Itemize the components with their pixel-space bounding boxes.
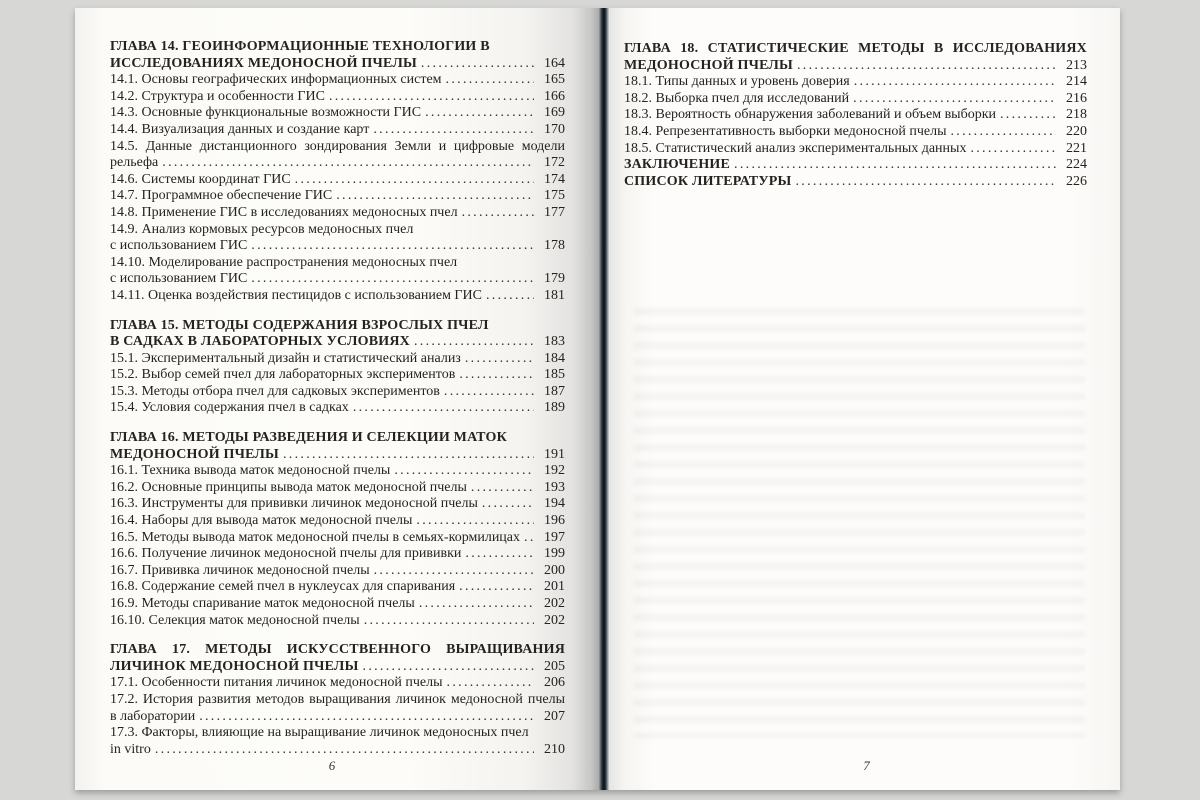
toc-page-number: 202 (544, 612, 565, 628)
toc-dot-leader (162, 155, 534, 172)
toc-dot-leader (444, 384, 534, 401)
toc-dot-leader (446, 72, 534, 89)
toc-line (110, 318, 565, 335)
toc-line (110, 579, 565, 596)
toc-dot-leader (465, 351, 534, 368)
toc-line-text: 14.9. Анализ кормовых ресурсов медоносных пчел (110, 221, 414, 237)
toc-page-number: 165 (544, 72, 565, 88)
toc-line-text: 18.2. Выборка пчел для исследований (624, 90, 850, 106)
toc-line (110, 271, 565, 288)
toc-page-number: 187 (544, 383, 565, 399)
toc-dot-leader (251, 271, 534, 288)
toc-line (110, 642, 565, 659)
toc-dot-leader (251, 238, 534, 255)
toc-page-number: 197 (544, 529, 565, 545)
toc-page-number: 181 (544, 287, 565, 303)
toc-line-text: с использованием ГИС (110, 271, 248, 287)
toc-dot-leader (336, 188, 534, 205)
toc-line-text: 16.9. Методы спаривание маток медоносной пчелы (110, 596, 415, 611)
toc-dot-leader (854, 74, 1056, 91)
toc-dot-leader (471, 480, 534, 497)
toc-line (624, 41, 1087, 58)
toc-page-number: 224 (1066, 157, 1087, 173)
right-page-toc (609, 8, 1120, 790)
left-page-toc (75, 8, 599, 790)
toc-line-text: 14.2. Структура и особенности ГИС (110, 88, 325, 104)
toc-dot-leader (283, 447, 534, 464)
toc-line-text: 14.1. Основы географических информационных систем (110, 72, 442, 88)
toc-line-text: ГЛАВА 16. МЕТОДЫ РАЗВЕДЕНИЯ И СЕЛЕКЦИИ МАТОК (110, 430, 507, 446)
toc-dot-leader (416, 513, 534, 530)
toc-line (110, 596, 565, 613)
toc-line (110, 367, 565, 384)
toc-line (110, 480, 565, 497)
toc-dot-leader (394, 463, 534, 480)
toc-line (110, 255, 565, 272)
toc-line (110, 463, 565, 480)
toc-page-number: 220 (1066, 123, 1087, 139)
toc-page-number: 202 (544, 596, 565, 611)
toc-dot-leader (459, 367, 534, 384)
toc-line (110, 725, 565, 742)
toc-line-text: 14.3. Основные функциональные возможности ГИС (110, 105, 422, 121)
toc-page-number: 192 (544, 463, 565, 479)
toc-page-number: 166 (544, 88, 565, 104)
toc-line (110, 692, 565, 709)
toc-line (624, 141, 1087, 158)
toc-line (110, 139, 565, 156)
toc-line-text: 16.3. Инструменты для прививки личинок медоносной пчелы (110, 496, 478, 512)
toc-page-number: 170 (544, 121, 565, 137)
toc-line (110, 613, 565, 630)
toc-line-text: 17.2. История развития методов выращивания личинок медоносной пчелы (110, 691, 565, 707)
toc-line (110, 39, 565, 56)
toc-page-number: 193 (544, 479, 565, 495)
toc-page-number: 226 (1066, 173, 1087, 189)
toc-line (110, 675, 565, 692)
toc-line-text: in vitro (110, 741, 151, 757)
toc-chapter-block (110, 642, 565, 758)
toc-line-text: МЕДОНОСНОЙ ПЧЕЛЫ (624, 57, 793, 73)
toc-line (110, 659, 565, 676)
toc-line (110, 56, 565, 73)
toc-line-text: с использованием ГИС (110, 238, 248, 254)
toc-line (110, 447, 565, 464)
toc-line (624, 58, 1087, 75)
toc-line-text: 15.4. Условия содержания пчел в садках (110, 400, 349, 416)
right-page-footer-number: 7 (863, 758, 870, 773)
toc-page-number: 200 (544, 562, 565, 578)
toc-dot-leader (374, 563, 534, 580)
toc-line (110, 430, 565, 447)
toc-page-number: 194 (544, 496, 565, 512)
toc-page-number: 210 (544, 741, 565, 757)
toc-line-text: ГЛАВА 17. МЕТОДЫ ИСКУССТВЕННОГО ВЫРАЩИВАНИЯ (110, 642, 565, 658)
right-page (609, 8, 1120, 790)
toc-line-text: 15.1. Экспериментальный дизайн и статистический анализ (110, 350, 461, 366)
toc-line (110, 334, 565, 351)
toc-line-text: 15.2. Выбор семей пчел для лабораторных экспериментов (110, 367, 456, 383)
toc-line-text: 16.4. Наборы для вывода маток медоносной пчелы (110, 513, 413, 529)
toc-line-text: ГЛАВА 14. ГЕОИНФОРМАЦИОННЫЕ ТЕХНОЛОГИИ В (110, 39, 490, 54)
toc-page-number: 196 (544, 513, 565, 529)
toc-line (624, 74, 1087, 91)
toc-line-text: 14.8. Применение ГИС в исследованиях медоносных пчел (110, 204, 458, 220)
toc-page-number: 221 (1066, 140, 1087, 156)
toc-line-text: СПИСОК ЛИТЕРАТУРЫ (624, 173, 792, 189)
toc-dot-leader (447, 675, 534, 692)
toc-page-number: 214 (1066, 74, 1087, 90)
toc-line (624, 157, 1087, 174)
toc-page-number: 169 (544, 105, 565, 121)
toc-page-number: 206 (544, 675, 565, 691)
toc-page-number: 207 (544, 708, 565, 724)
toc-line (624, 124, 1087, 141)
toc-dot-leader (414, 334, 534, 351)
toc-page-number: 201 (544, 579, 565, 595)
left-page (75, 8, 599, 790)
toc-dot-leader (329, 89, 534, 106)
toc-line-text: 16.7. Прививка личинок медоносной пчелы (110, 562, 370, 578)
toc-line-text: 16.1. Техника вывода маток медоносной пчелы (110, 463, 391, 479)
toc-dot-leader (950, 124, 1056, 141)
toc-line-text: 15.3. Методы отбора пчел для садковых экспериментов (110, 383, 440, 399)
toc-dot-leader (524, 530, 534, 547)
toc-line (110, 709, 565, 726)
toc-dot-leader (155, 742, 534, 759)
toc-page-number: 172 (544, 155, 565, 171)
toc-line-text: рельефа (110, 155, 159, 171)
toc-chapter-block (624, 41, 1087, 190)
toc-line (110, 400, 565, 417)
binding-gutter-shadow (599, 8, 609, 790)
toc-line (110, 105, 565, 122)
toc-dot-leader (419, 596, 534, 613)
toc-line (110, 188, 565, 205)
toc-line-text: ЛИЧИНОК МЕДОНОСНОЙ ПЧЕЛЫ (110, 658, 359, 674)
toc-line (110, 351, 565, 368)
toc-dot-leader (734, 157, 1056, 174)
toc-dot-leader (465, 546, 534, 563)
toc-line (110, 222, 565, 239)
toc-line (110, 172, 565, 189)
toc-line (110, 513, 565, 530)
toc-page-number: 164 (544, 55, 565, 71)
toc-page-number: 183 (544, 334, 565, 350)
toc-dot-leader (425, 105, 534, 122)
toc-line (110, 238, 565, 255)
toc-chapter-block (110, 318, 565, 418)
toc-line (110, 496, 565, 513)
toc-line-text: 17.3. Факторы, влияющие на выращивание личинок медоносных пчел (110, 725, 529, 741)
toc-line-text: 14.10. Моделирование распространения медоносных пчел (110, 254, 458, 270)
toc-page-number: 174 (544, 171, 565, 187)
toc-page-number: 185 (544, 367, 565, 383)
toc-line (624, 107, 1087, 124)
toc-line (110, 72, 565, 89)
toc-line-text: МЕДОНОСНОЙ ПЧЕЛЫ (110, 446, 279, 462)
toc-line-text: 14.5. Данные дистанционного зондирования Земли и цифровые модели (110, 138, 565, 154)
toc-line-text: ЗАКЛЮЧЕНИЕ (624, 157, 731, 173)
toc-dot-leader (482, 496, 534, 513)
toc-line (110, 155, 565, 172)
toc-dot-leader (373, 122, 534, 139)
toc-dot-leader (970, 141, 1056, 158)
toc-line (110, 89, 565, 106)
toc-line-text: 16.10. Селекция маток медоносной пчелы (110, 612, 360, 628)
toc-dot-leader (1000, 107, 1056, 124)
toc-chapter-block (110, 39, 565, 305)
toc-line-text: 16.5. Методы вывода маток медоносной пчелы в семьях-кормилицах (110, 529, 521, 545)
toc-dot-leader (199, 709, 534, 726)
toc-line-text: 18.3. Вероятность обнаружения заболеваний и объем выборки (624, 107, 996, 123)
toc-page-number: 178 (544, 238, 565, 254)
toc-line-text: 18.1. Типы данных и уровень доверия (624, 74, 850, 90)
toc-dot-leader (462, 205, 534, 222)
toc-line-text: 14.6. Системы координат ГИС (110, 171, 291, 187)
toc-page-number: 191 (544, 446, 565, 462)
toc-line-text: В САДКАХ В ЛАБОРАТОРНЫХ УСЛОВИЯХ (110, 334, 410, 350)
toc-page-number: 189 (544, 400, 565, 416)
toc-line-text: 17.1. Особенности питания личинок медоносной пчелы (110, 675, 443, 691)
toc-page-number: 179 (544, 271, 565, 287)
book-spread (75, 8, 1120, 790)
toc-page-number: 199 (544, 546, 565, 562)
toc-chapter-block (110, 430, 565, 629)
toc-line (110, 742, 565, 759)
toc-line-text: ГЛАВА 18. СТАТИСТИЧЕСКИЕ МЕТОДЫ В ИССЛЕДОВАНИЯХ (624, 41, 1087, 56)
toc-dot-leader (363, 659, 534, 676)
toc-line-text: 14.4. Визуализация данных и создание карт (110, 121, 370, 137)
toc-dot-leader (486, 288, 534, 305)
toc-line (110, 530, 565, 547)
toc-dot-leader (796, 174, 1057, 191)
toc-line-text: ИССЛЕДОВАНИЯХ МЕДОНОСНОЙ ПЧЕЛЫ (110, 55, 417, 71)
toc-dot-leader (459, 579, 534, 596)
toc-line-text: 16.2. Основные принципы вывода маток медоносной пчелы (110, 479, 467, 495)
toc-dot-leader (421, 56, 534, 73)
toc-dot-leader (853, 91, 1056, 108)
toc-line-text: 14.11. Оценка воздействия пестицидов с использованием ГИС (110, 287, 482, 303)
toc-dot-leader (353, 400, 534, 417)
toc-line (110, 563, 565, 580)
toc-page-number: 216 (1066, 90, 1087, 106)
toc-page-number: 184 (544, 350, 565, 366)
toc-dot-leader (364, 613, 534, 630)
toc-line-text: в лаборатории (110, 708, 196, 724)
toc-line (110, 122, 565, 139)
toc-page-number: 177 (544, 204, 565, 220)
toc-line (110, 546, 565, 563)
left-page-footer-number: 6 (328, 758, 336, 773)
toc-line (110, 384, 565, 401)
toc-line-text: 16.6. Получение личинок медоносной пчелы для прививки (110, 546, 462, 562)
toc-line-text: 18.5. Статистический анализ экспериментальных данных (624, 140, 967, 156)
toc-line (624, 174, 1087, 191)
toc-line (110, 205, 565, 222)
toc-page-number: 218 (1066, 107, 1087, 123)
toc-dot-leader (295, 172, 534, 189)
toc-page-number: 213 (1066, 57, 1087, 73)
toc-line-text: ГЛАВА 15. МЕТОДЫ СОДЕРЖАНИЯ ВЗРОСЛЫХ ПЧЕЛ (110, 317, 489, 333)
toc-page-number: 175 (544, 188, 565, 204)
toc-line (110, 288, 565, 305)
toc-page-number: 205 (544, 658, 565, 674)
toc-line (624, 91, 1087, 108)
toc-line-text: 16.8. Содержание семей пчел в нуклеусах для спаривания (110, 579, 456, 595)
toc-line-text: 14.7. Программное обеспечение ГИС (110, 188, 333, 204)
toc-dot-leader (797, 58, 1056, 75)
toc-line-text: 18.4. Репрезентативность выборки медоносной пчелы (624, 123, 947, 139)
